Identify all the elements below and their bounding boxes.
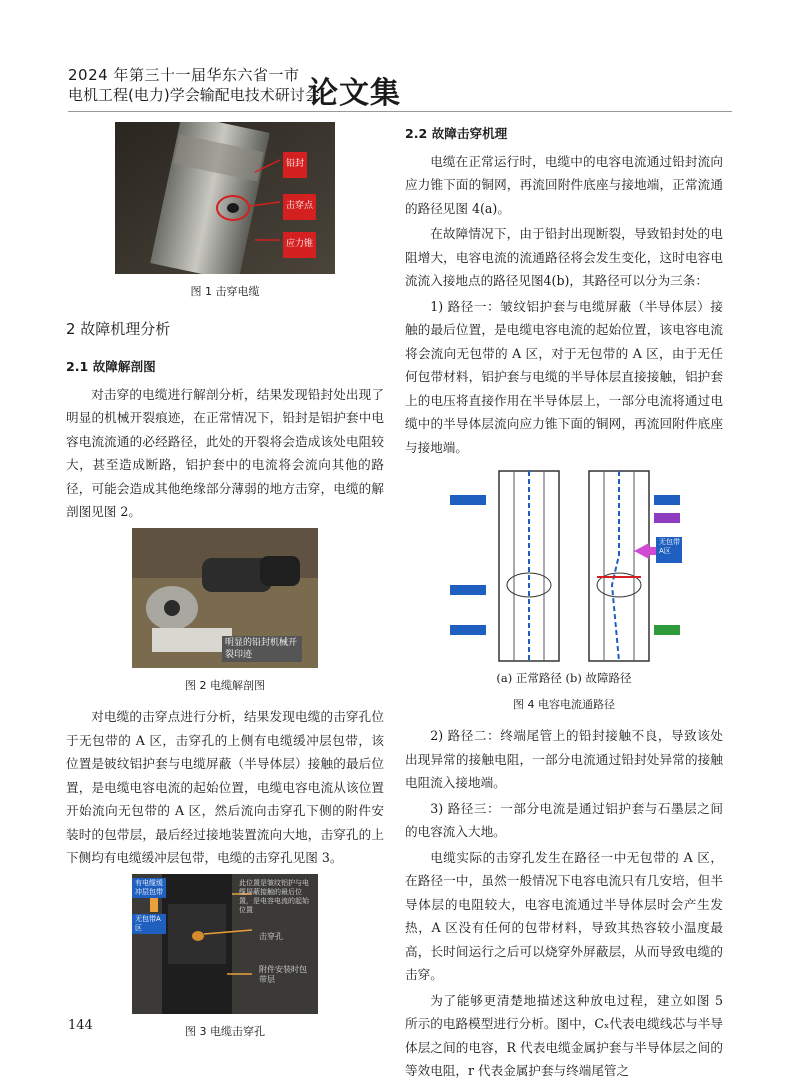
figure-1-caption: 图 1 击穿电缆 (190, 285, 260, 298)
fig3-label-contact-position: 此位置是皱纹铝护与电缆屏蔽接触的最后位置，是电容电流的起始位置 (239, 878, 309, 914)
fig1-label-stress-cone: 应力锥 (283, 232, 316, 258)
figure-2 (132, 528, 318, 668)
section-2-1-paragraph-1: 对击穿的电缆进行解剖分析，结果发现铅封处出现了明显的机械开裂痕迹，在正常情况下，铅封是铝护套中电容电流流通的必经路径，此处的开裂将会造成该处电阻较大，甚至造成断路，铝护套中的电流将会流向其他的路径，可能会造成其他绝缘部分薄弱的地方击穿，电缆的解剖图见图 2。 (66, 386, 384, 519)
page-header (68, 60, 732, 112)
figure-4-subcaption: (a) 正常路径 (b) 故障路径 (496, 671, 632, 685)
page-number: 144 (68, 1018, 93, 1033)
section-2-2-paragraph-1: 电缆在正常运行时，电缆中的电容电流通过铅封流向应力锥下面的铜网，再流回附件底座与接地端，正常流通的路径见图 4(a)。 (405, 153, 723, 216)
right-column (405, 122, 723, 1078)
figure-1 (115, 122, 335, 274)
section-2-heading: 2 故障机理分析 (66, 319, 171, 338)
figure-3 (132, 874, 318, 1014)
section-2-2-paragraph-3: 1) 路径一：皱纹铝护套与电缆屏蔽（半导体层）接触的最后位置，是电缆电容电流的起始位置，该电容电流将会流向无包带的 A 区，对于无包带的 A 区，由于无任何包带材料，铝护套与电缆的半导体层直接接触，铝护套上的电压将直接作用在半导体层上，一部分电流将通过电缆中的半导体层流向应力锥下面的铜网，再流回附件底座与接地端。 (405, 298, 723, 455)
section-2-2-paragraph-6: 电缆实际的击穿孔发生在路径一中无包带的 A 区，在路径一中，虽然一般情况下电容电流只有几安培，但半导体层的电阻较大，电容电流通过半导体层时会产生发热，A 区没有任何的包带材料，导致其热容较小温度最高，长时间运行之后可以烧穿外屏蔽层，从而导致电缆的击穿。 (405, 849, 723, 982)
fig3-label-breakdown-hole: 击穿孔 (259, 931, 283, 941)
figure-4 (444, 465, 684, 665)
figure-4-caption: 图 4 电容电流通路径 (513, 697, 615, 711)
figure-2-caption: 图 2 电缆解剖图 (185, 678, 265, 692)
fig1-label-lead-seal: 铅封 (283, 152, 307, 178)
section-2-1-paragraph-2: 对电缆的击穿点进行分析，结果发现电缆的击穿孔位于无包带的 A 区，击穿孔的上侧有电缆缓冲层包带，该位置是铍纹铝护套与电缆屏蔽（半导体层）接触的最后位置，是电缆电容电流的起始位置，电缆电容电流从该位置开始流向无包带的 A 区，然后流向击穿孔下侧的附件安装时的包带层，最后经过接地装置流向大地，击穿孔的上下侧均有电缆缓冲层包带，电缆的击穿孔见图 3。 (66, 709, 384, 865)
section-2-2-heading: 2.2 故障击穿机理 (405, 126, 508, 141)
section-2-2-paragraph-7: 为了能够更清楚地描述这种放电过程，建立如图 5 所示的电路模型进行分析。图中，Cₓ代表电缆线芯与半导体层之间的电容，R 代表电缆金属护套与半导体层之间的等效电阻，r 代表金属护套与终端尾管之 (405, 992, 723, 1078)
left-column (66, 122, 384, 1051)
section-2-2-paragraph-2: 在故障情况下，由于铅封出现断裂，导致铅封处的电阻增大，电容电流的流通路径将会发生变化，这时电容电流流入接地点的路径见图4(b)，其路径可以分为三条： (405, 226, 723, 288)
figure-4-diagram (444, 465, 684, 665)
section-2-2-paragraph-4: 2) 路径二：终端尾管上的铅封接触不良，导致该处出现异常的接触电阻，一部分电流通过铅封处异常的接触电阻流入接地端。 (405, 728, 723, 790)
section-2-2-paragraph-5: 3) 路径三：一部分电流是通过铝护套与石墨层之间的电容流入大地。 (405, 800, 723, 839)
fig3-label-no-tape-zone: 无包带A区 (132, 914, 166, 934)
header-proceedings-title: 论文集 (308, 76, 401, 111)
fig4-label-no-tape-zone: 无包带A区 (659, 538, 680, 555)
figure-3-caption: 图 3 电缆击穿孔 (185, 1024, 265, 1038)
fig3-label-tape-layer: 附件安装时包带层 (259, 964, 307, 984)
header-conference-line2: 电机工程(电力)学会输配电技术研讨会 (68, 86, 320, 104)
section-2-1-heading: 2.1 故障解剖图 (66, 359, 156, 374)
fig1-label-breakdown-point: 击穿点 (283, 194, 316, 220)
fig2-label-seal-crack: 明显的铅封机械开裂印迹 (222, 636, 302, 662)
header-conference-line1: 2024 年第三十一届华东六省一市 (68, 66, 300, 84)
fig3-label-buffer-tape: 有电缆缓冲层包带 (132, 878, 166, 898)
